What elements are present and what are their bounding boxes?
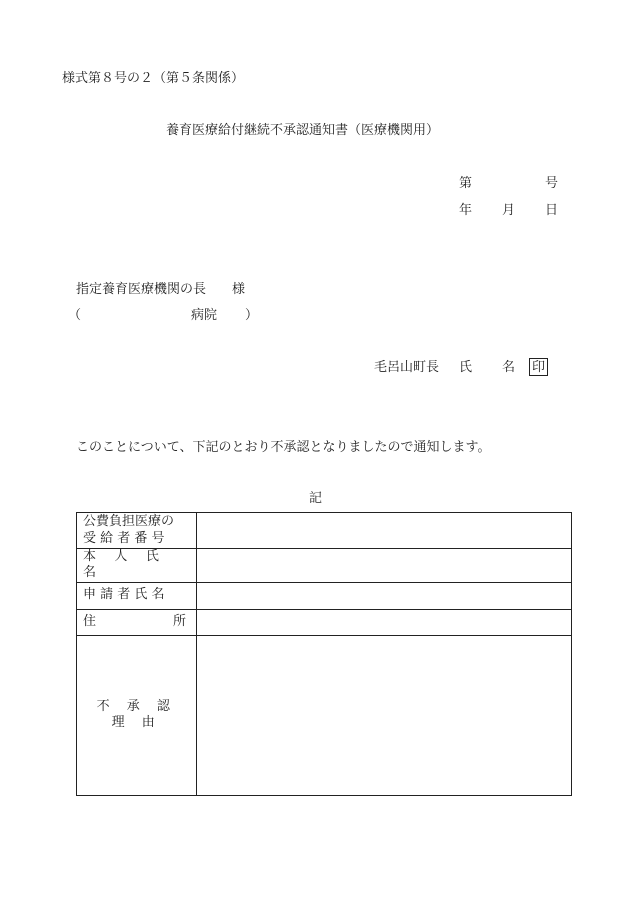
sender-title: 毛呂山町長 xyxy=(374,360,440,375)
seal-mark: 印 xyxy=(529,358,548,376)
rejection-reason-field[interactable] xyxy=(197,635,572,795)
table-row-person-name xyxy=(77,549,572,583)
hospital-paren-close: ） xyxy=(245,308,259,323)
person-name-label-text: 本 人 氏 名 xyxy=(83,549,167,581)
recipient-number-label xyxy=(77,513,197,549)
addressee-honorific: 様 xyxy=(232,282,246,297)
applicant-name-field[interactable] xyxy=(197,582,572,609)
table-row-address xyxy=(77,609,572,635)
address-label-right: 所 xyxy=(172,613,186,629)
applicant-name-label xyxy=(77,582,197,609)
record-table xyxy=(76,512,572,796)
date-month-label: 月 xyxy=(502,203,516,218)
table-row-rejection-reason xyxy=(77,635,572,795)
rejection-reason-label-text: 不 承 認 理 由 xyxy=(96,698,177,730)
number-prefix: 第 xyxy=(459,176,473,191)
applicant-name-label-text: 申 請 者 氏 名 xyxy=(83,587,165,603)
person-name-label xyxy=(77,549,197,583)
recipient-number-label-line1: 公費負担医療の xyxy=(83,514,175,530)
sender-name-label-1: 氏 xyxy=(459,360,473,375)
date-day-label: 日 xyxy=(545,203,559,218)
table-row-recipient-number xyxy=(77,513,572,549)
hospital-paren-open: （ xyxy=(68,308,82,323)
address-label xyxy=(77,609,197,635)
number-suffix: 号 xyxy=(545,176,559,191)
address-label-left: 住 xyxy=(83,613,97,629)
recipient-number-field[interactable] xyxy=(197,513,572,549)
notice-body-text: このことについて、下記のとおり不承認となりましたので通知します。 xyxy=(76,440,491,455)
form-number: 様式第８号の２（第５条関係） xyxy=(62,71,245,86)
table-row-applicant-name xyxy=(77,582,572,609)
document-title: 養育医療給付継続不承認通知書（医療機関用） xyxy=(166,123,440,138)
rejection-reason-label xyxy=(77,635,197,795)
ki-heading: 記 xyxy=(309,491,323,506)
person-name-field[interactable] xyxy=(197,549,572,583)
sender-name-label-2: 名 xyxy=(502,360,516,375)
recipient-number-label-line2: 受 給 者 番 号 xyxy=(83,530,165,546)
addressee-name: 指定養育医療機関の長 xyxy=(76,282,207,297)
hospital-label: 病院 xyxy=(191,308,218,323)
date-year-label: 年 xyxy=(459,203,473,218)
address-field[interactable] xyxy=(197,609,572,635)
